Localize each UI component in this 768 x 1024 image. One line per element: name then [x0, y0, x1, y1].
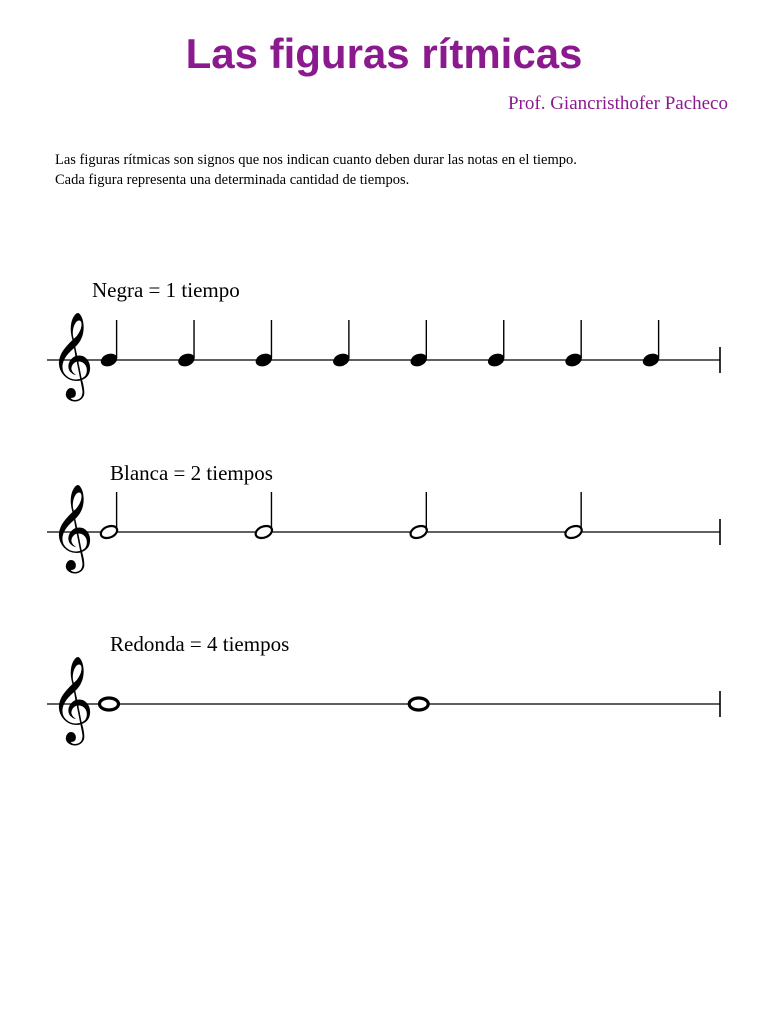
treble-clef-icon: 𝄞 — [50, 312, 94, 398]
staff-label-redonda: Redonda = 4 tiempos — [110, 632, 290, 656]
author-name: Prof. Giancristhofer Pacheco — [507, 93, 728, 114]
intro-line: Las figuras rítmicas son signos que nos indican cuanto deben durar las notas en el tiempo. — [55, 152, 577, 168]
quarter-note-icon — [331, 320, 351, 369]
treble-clef-icon: 𝄞 — [50, 656, 94, 742]
half-note-icon — [564, 492, 584, 540]
intro-paragraph — [55, 150, 735, 190]
notes-group — [99, 492, 583, 540]
quarter-note-icon — [563, 320, 583, 369]
half-note-icon — [254, 492, 274, 540]
quarter-note-icon — [176, 320, 196, 369]
staff-negra — [0, 305, 768, 415]
staff-redonda — [0, 649, 768, 759]
half-note-icon — [409, 492, 429, 540]
notes-group — [99, 320, 661, 369]
staff-label-blanca: Blanca = 2 tiempos — [110, 461, 273, 485]
quarter-note-icon — [409, 320, 429, 369]
staff-blanca — [0, 477, 768, 587]
treble-clef-icon: 𝄞 — [50, 484, 94, 570]
page-title: Las figuras rítmicas — [185, 30, 583, 77]
quarter-note-icon — [486, 320, 506, 369]
intro-line: Cada figura representa una determinada cantidad de tiempos. — [55, 172, 410, 188]
whole-note-icon — [100, 698, 119, 710]
quarter-note-icon — [254, 320, 274, 369]
quarter-note-icon — [641, 320, 661, 369]
staff-label-negra: Negra = 1 tiempo — [92, 278, 240, 302]
quarter-note-icon — [99, 320, 119, 369]
half-note-icon — [99, 492, 119, 540]
whole-note-icon — [409, 698, 428, 710]
